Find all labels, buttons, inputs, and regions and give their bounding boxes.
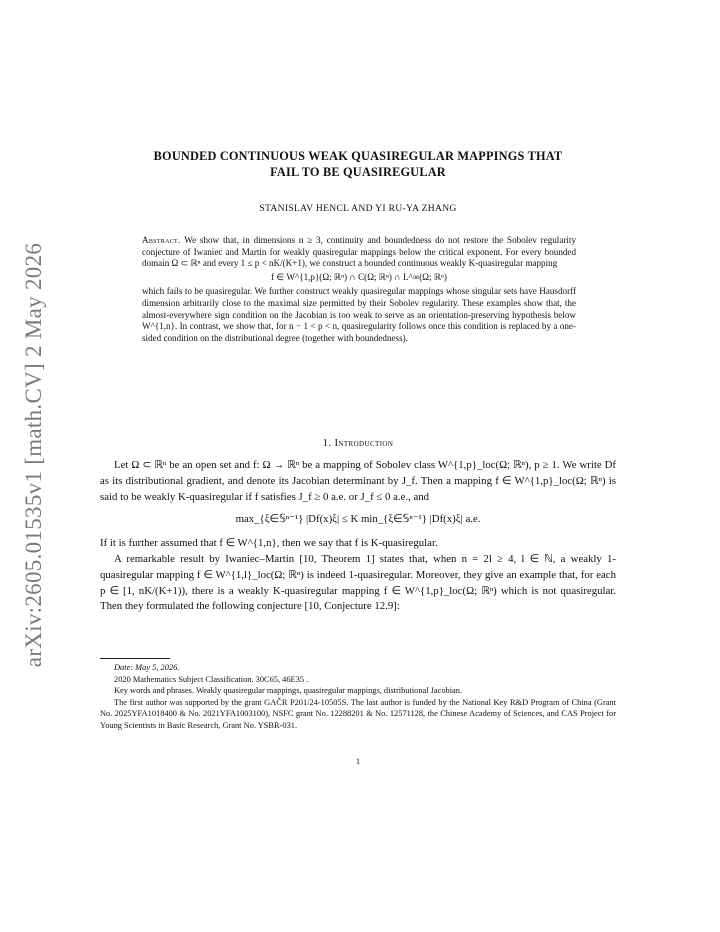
paper-title [100, 148, 616, 180]
footnote-rule [100, 658, 170, 659]
abstract-paragraph-1 [142, 235, 576, 270]
footnote-funding: The first author was supported by the grant GAČR P201/24-10505S. The last author is funded by the National Key R&D Program of China (Grant No. 2025YFA1018400 & No. 2021YFA1003100), NSFC grant No. 12288201 & No. 12571128, the Chinese Academy of Sciences, and CAS Project for Young Scientists in Basic Research, Grant No. YSBR-031. [100, 697, 616, 730]
abstract-text-2: which fails to be quasiregular. We further construct weakly quasiregular mappings whose singular sets have Hausdorff dimension arbitrarily close to the maximal size permitted by their Sobolev regularity. These examples show that, the almost-everywhere sign condition on the Jacobian is too weak to serve as an orientation-preserving hypothesis below W^{1,n}. In contrast, we show that, for n − 1 < p < n, quasiregularity follows once this condition is replaced by a one-sided condition on the distributional degree (together with boundedness). [142, 286, 576, 343]
body-paragraph-3: A remarkable result by Iwaniec–Martin [10, Theorem 1] states that, when n = 2l ≥ 4, l ∈ ℕ, a weakly 1-quasiregular mapping f ∈ W^{1,l}_loc(Ω; ℝⁿ) is indeed 1-quasiregular. Moreover, they give an example that, for each p ∈ [1, nK/(K+1)), there is a weakly K-quasiregular mapping f ∈ W^{1,p}_loc(Ω; ℝⁿ) which is not quasiregular. Then they formulated the following conjecture [10, Conjecture 12.9]: [100, 552, 616, 613]
footnote-keywords: Key words and phrases. Weakly quasiregular mappings, quasiregular mappings, distributional Jacobian. [114, 686, 463, 696]
abstract [142, 235, 576, 344]
section-body [100, 458, 616, 615]
abstract-equation: f ∈ W^{1,p}(Ω; ℝⁿ) ∩ C(Ω; ℝⁿ) ∩ L^∞(Ω; ℝⁿ) [271, 271, 447, 282]
display-equation: max_{ξ∈𝕊ⁿ⁻¹} |Df(x)ξ| ≤ K min_{ξ∈𝕊ⁿ⁻¹} |Df(x)ξ| a.e. [235, 513, 481, 526]
paper-title-line-1: BOUNDED CONTINUOUS WEAK QUASIREGULAR MAPPINGS THAT [153, 149, 563, 163]
abstract-label: Abstract. [142, 235, 181, 245]
abstract-text-1: We show that, in dimensions n ≥ 3, continuity and boundedness do not restore the Sobolev regularity conjecture of Iwaniec and Martin for weakly quasiregular mappings below the critical exponent. For every bounded domain Ω ⊂ ℝⁿ and every 1 ≤ p < nK/(K+1), we construct a bounded continuous weakly K-quasiregular mapping [142, 235, 576, 269]
arxiv-stamp-text: arXiv:2605.01535v1 [math.CV] 2 May 2026 [21, 242, 46, 668]
section-heading: 1. Introduction [322, 438, 394, 449]
body-paragraph-2: If it is further assumed that f ∈ W^{1,n}, then we say that f is K-quasiregular. [100, 537, 438, 550]
footnotes [100, 662, 616, 732]
page-number: 1 [355, 756, 361, 766]
body-paragraph-1: Let Ω ⊂ ℝⁿ be an open set and f: Ω → ℝⁿ be a mapping of Sobolev class W^{1,p}_loc(Ω; ℝⁿ), p ≥ 1. We write Df as its distributional gradient, and denote its Jacobian determinant by J_f. Then a mapping f ∈ W^{1,p}_loc(Ω; ℝⁿ) is said to be weakly K-quasiregular if f satisfies J_f ≥ 0 a.e. or J_f ≤ 0 a.e., and [100, 459, 616, 503]
paper-authors: STANISLAV HENCL AND YI RU-YA ZHANG [259, 203, 457, 214]
footnote-msc: 2020 Mathematics Subject Classification. 30C65, 46E35 . [114, 674, 309, 684]
paper-title-line-2: FAIL TO BE QUASIREGULAR [270, 165, 446, 179]
arxiv-stamp [18, 242, 50, 668]
footnote-date: Date: May 5, 2026. [114, 663, 180, 672]
